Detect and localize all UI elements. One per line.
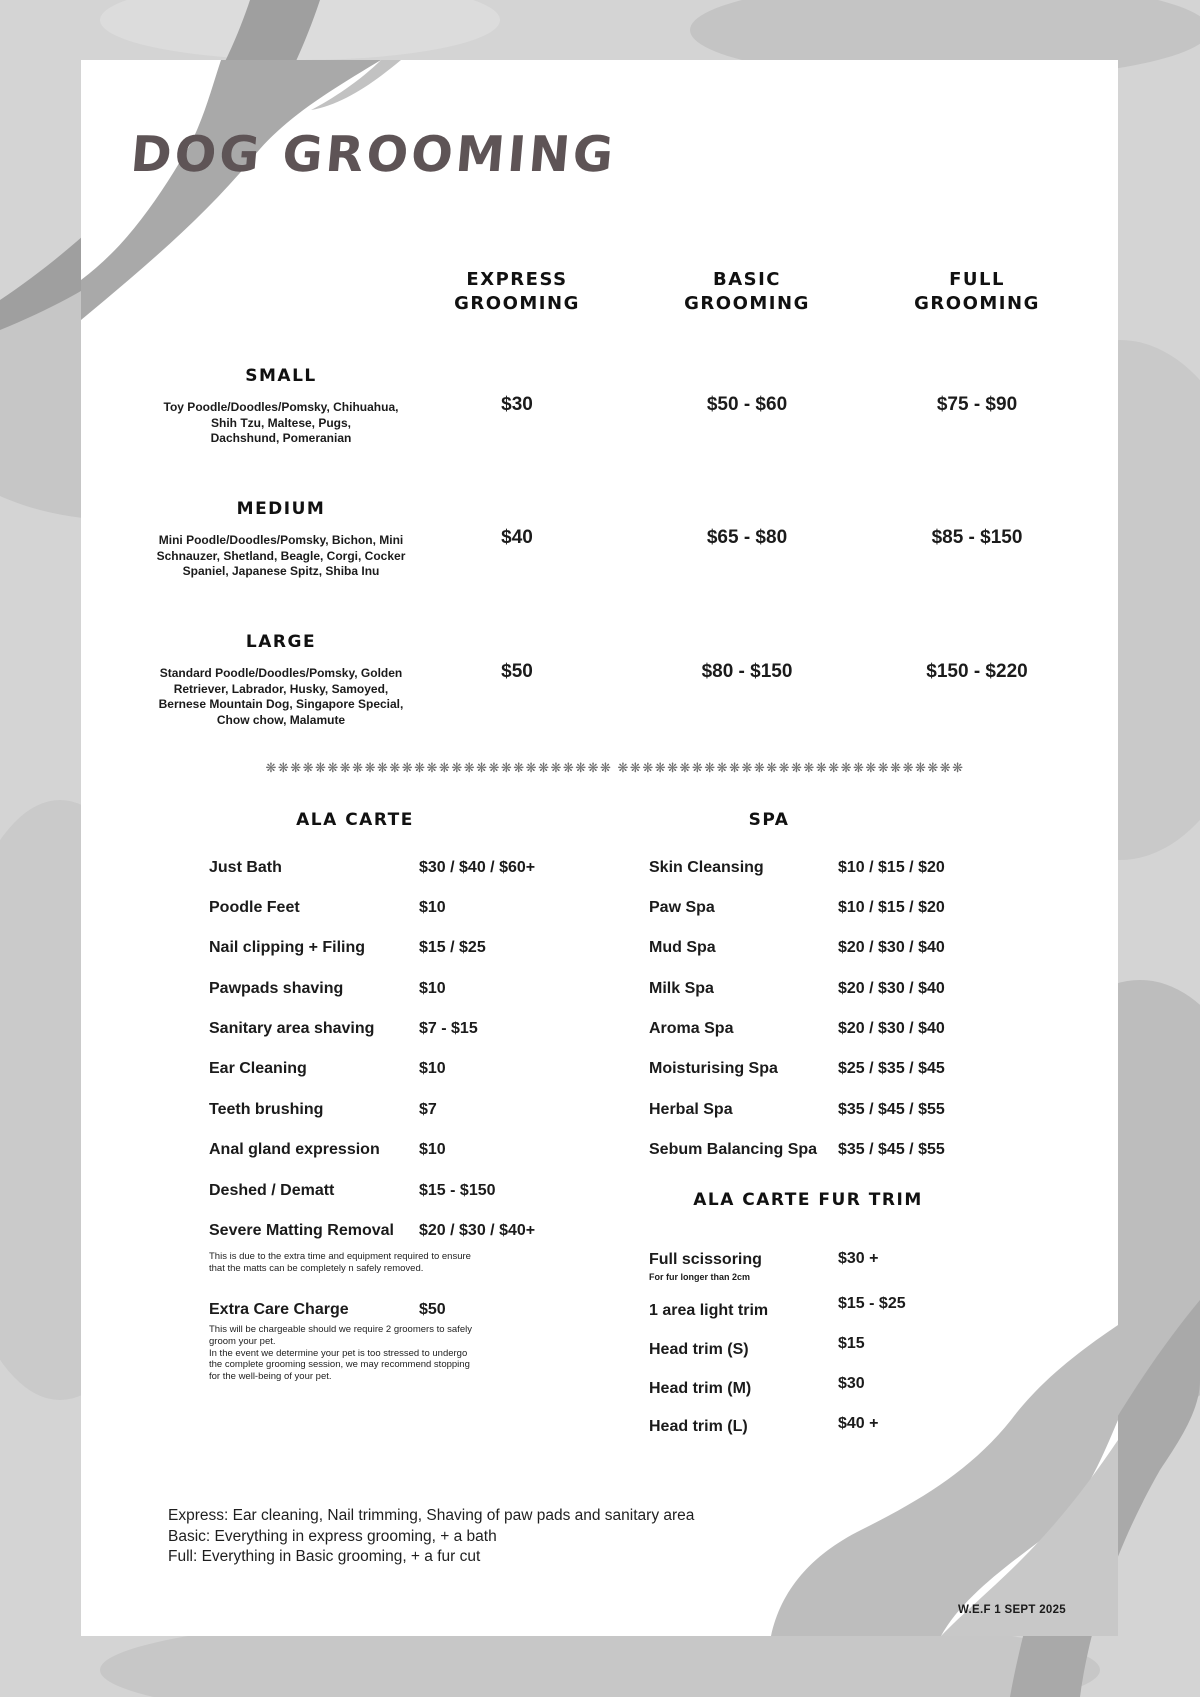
item-name: Severe Matting Removal — [209, 1222, 394, 1239]
price-medium-express: $40 — [501, 527, 533, 548]
item-name: Anal gland expression — [209, 1141, 380, 1158]
size-breeds-large: Standard Poodle/Doodles/Pomsky, Golden Retriever, Labrador, Husky, Samoyed, Bernese Mountain Dog, Singapore Special, Chow chow, Malamute — [158, 666, 404, 727]
section-title-ala-carte: ALA CARTE — [296, 810, 414, 830]
price-medium-basic: $65 - $80 — [706, 527, 788, 548]
size-breeds-small: Toy Poodle/Doodles/Pomsky, Chihuahua, Shih Tzu, Maltese, Pugs, Dachshund, Pomeranian — [163, 400, 399, 445]
paw-print-icon: ❋❋❋❋❋❋❋❋❋❋❋❋❋❋❋❋❋❋❋❋❋❋❋❋❋❋❋❋ ❋❋❋❋❋❋❋❋❋❋❋❋❋❋❋❋❋❋❋❋❋❋❋❋❋❋❋❋ — [265, 760, 965, 775]
matting-note: This is due to the extra time and equipment required to ensure that the matts can be completely n safely removed. — [209, 1251, 471, 1274]
item-price: $30 / $40 / $60+ — [419, 859, 536, 876]
price-medium-full: $85 - $150 — [931, 527, 1023, 548]
item-price: $15 - $150 — [419, 1182, 496, 1199]
item-price: $35 / $45 / $55 — [838, 1141, 945, 1158]
item-price: $10 — [419, 980, 446, 997]
column-header-basic: BASIC GROOMING — [684, 269, 810, 314]
effective-date: W.E.F 1 SEPT 2025 — [958, 1604, 1067, 1616]
item-price: $40 + — [838, 1415, 879, 1432]
item-name: Herbal Spa — [649, 1101, 733, 1118]
item-price: $10 / $15 / $20 — [838, 859, 945, 876]
item-name: Pawpads shaving — [209, 980, 344, 997]
extra-care-price: $50 — [419, 1301, 446, 1318]
item-price: $35 / $45 / $55 — [838, 1101, 945, 1118]
price-small-basic: $50 - $60 — [706, 394, 788, 415]
item-price: $7 — [419, 1101, 437, 1118]
paw-print-divider — [185, 760, 1045, 776]
page-title: DOG GROOMING — [128, 126, 619, 183]
item-price: $15 / $25 — [419, 939, 486, 956]
section-title-fur-trim: ALA CARTE FUR TRIM — [693, 1190, 923, 1210]
item-note: For fur longer than 2cm — [649, 1272, 751, 1282]
item-price: $10 — [419, 899, 446, 916]
size-label-large: LARGE — [245, 632, 317, 652]
size-label-medium: MEDIUM — [236, 499, 326, 519]
item-name: 1 area light trim — [649, 1302, 769, 1319]
grooming-descriptions: Express: Ear cleaning, Nail trimming, Shaving of paw pads and sanitary area Basic: Everything in express grooming, + a bath Full: Everything in Basic grooming, + a fur cut — [168, 1507, 695, 1565]
item-price: $20 / $30 / $40 — [838, 939, 945, 956]
item-name: Skin Cleansing — [649, 859, 764, 876]
item-name: Head trim (S) — [649, 1341, 749, 1358]
price-small-express: $30 — [501, 394, 533, 415]
item-name: Milk Spa — [649, 980, 714, 997]
item-name: Teeth brushing — [209, 1101, 324, 1118]
column-header-full: FULL GROOMING — [914, 269, 1040, 314]
item-price: $10 / $15 / $20 — [838, 899, 945, 916]
item-price: $15 — [838, 1335, 865, 1352]
size-label-small: SMALL — [245, 366, 317, 386]
item-name: Full scissoring — [649, 1251, 762, 1268]
item-name: Sanitary area shaving — [209, 1020, 375, 1037]
item-name: Ear Cleaning — [209, 1060, 307, 1077]
item-name: Moisturising Spa — [649, 1060, 778, 1077]
price-small-full: $75 - $90 — [936, 394, 1018, 415]
item-name: Nail clipping + Filing — [209, 939, 366, 956]
item-price: $10 — [419, 1141, 446, 1158]
section-title-spa: SPA — [748, 810, 790, 830]
item-price: $20 / $30 / $40 — [838, 1020, 945, 1037]
item-price: $20 / $30 / $40+ — [419, 1222, 536, 1239]
price-large-full: $150 - $220 — [926, 661, 1028, 682]
item-price: $15 - $25 — [838, 1295, 906, 1312]
item-name: Aroma Spa — [649, 1020, 734, 1037]
item-price: $25 / $35 / $45 — [838, 1060, 945, 1077]
price-large-express: $50 — [501, 661, 533, 682]
item-name: Deshed / Dematt — [209, 1182, 335, 1199]
item-name: Head trim (M) — [649, 1380, 752, 1397]
item-name: Sebum Balancing Spa — [649, 1141, 818, 1158]
column-header-express: EXPRESS GROOMING — [454, 269, 580, 314]
price-large-basic: $80 - $150 — [701, 661, 793, 682]
item-price: $30 — [838, 1375, 865, 1392]
item-name: Poodle Feet — [209, 899, 300, 916]
extra-care-note: This will be chargeable should we require 2 groomers to safely groom your pet. In the event we determine your pet is too stressed to undergo the complete grooming session, we may recommend stopping for the well-being of your pet. — [209, 1324, 472, 1383]
item-price: $7 - $15 — [419, 1020, 478, 1037]
item-price: $20 / $30 / $40 — [838, 980, 945, 997]
item-name: Head trim (L) — [649, 1418, 748, 1435]
size-breeds-medium: Mini Poodle/Doodles/Pomsky, Bichon, Mini Schnauzer, Shetland, Beagle, Corgi, Cocker Spaniel, Japanese Spitz, Shiba Inu — [156, 533, 406, 578]
item-name: Mud Spa — [649, 939, 716, 956]
item-price: $10 — [419, 1060, 446, 1077]
item-price: $30 + — [838, 1250, 879, 1267]
item-name: Just Bath — [209, 859, 282, 876]
extra-care-name: Extra Care Charge — [209, 1301, 349, 1318]
menu-sheet — [81, 60, 1118, 1636]
item-name: Paw Spa — [649, 899, 715, 916]
